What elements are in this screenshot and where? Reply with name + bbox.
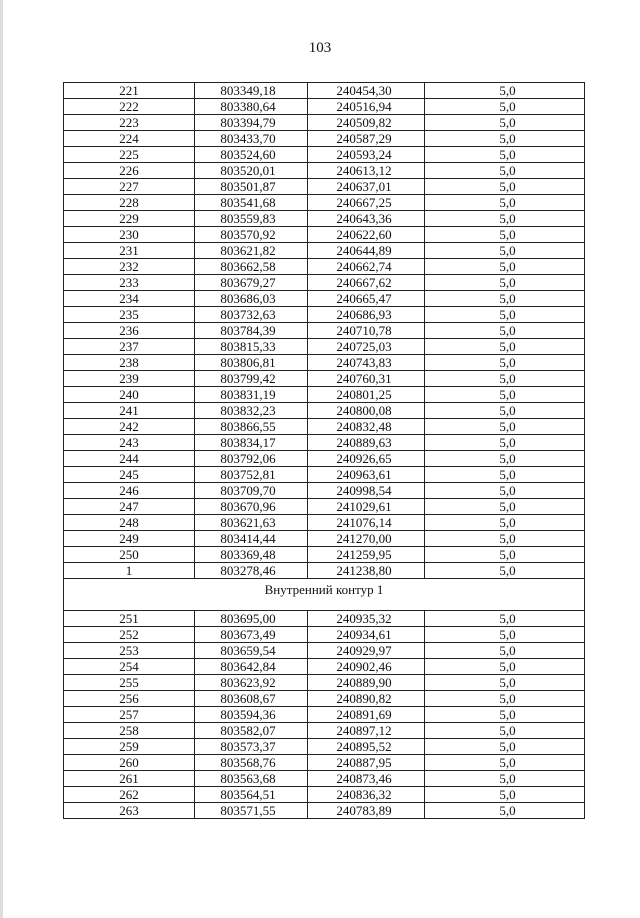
table-row [64,99,585,115]
accuracy-cell: 5,0 [425,627,585,643]
point-number-cell: 246 [64,483,195,499]
y-coordinate-cell: 240836,32 [308,787,425,803]
accuracy-cell: 5,0 [425,419,585,435]
page-number: 103 [308,40,332,56]
x-coordinate-cell: 803686,03 [195,291,308,307]
accuracy-cell: 5,0 [425,803,585,819]
coordinates-table-body [64,83,585,819]
y-coordinate-cell: 240800,08 [308,403,425,419]
accuracy-cell: 5,0 [425,115,585,131]
y-coordinate-cell: 240889,63 [308,435,425,451]
y-coordinate-cell: 240667,62 [308,275,425,291]
accuracy-cell: 5,0 [425,259,585,275]
x-coordinate-cell: 803582,07 [195,723,308,739]
table-row [64,659,585,675]
table-row [64,403,585,419]
accuracy-cell: 5,0 [425,355,585,371]
x-coordinate-cell: 803784,39 [195,323,308,339]
point-number-cell: 237 [64,339,195,355]
table-row [64,627,585,643]
y-coordinate-cell: 240643,36 [308,211,425,227]
point-number-cell: 230 [64,227,195,243]
accuracy-cell: 5,0 [425,563,585,579]
accuracy-cell: 5,0 [425,99,585,115]
x-coordinate-cell: 803520,01 [195,163,308,179]
x-coordinate-cell: 803394,79 [195,115,308,131]
y-coordinate-cell: 240743,83 [308,355,425,371]
point-number-cell: 1 [64,563,195,579]
accuracy-cell: 5,0 [425,163,585,179]
table-row [64,467,585,483]
table-row [64,355,585,371]
accuracy-cell: 5,0 [425,387,585,403]
table-row [64,707,585,723]
point-number-cell: 236 [64,323,195,339]
table-row [64,435,585,451]
accuracy-cell: 5,0 [425,659,585,675]
accuracy-cell: 5,0 [425,131,585,147]
y-coordinate-cell: 241029,61 [308,499,425,515]
accuracy-cell: 5,0 [425,771,585,787]
point-number-cell: 229 [64,211,195,227]
point-number-cell: 255 [64,675,195,691]
point-number-cell: 248 [64,515,195,531]
y-coordinate-cell: 240644,89 [308,243,425,259]
table-row [64,339,585,355]
table-row [64,611,585,627]
accuracy-cell: 5,0 [425,691,585,707]
accuracy-cell: 5,0 [425,499,585,515]
table-row [64,131,585,147]
accuracy-cell: 5,0 [425,371,585,387]
accuracy-cell: 5,0 [425,643,585,659]
scan-edge [0,0,3,918]
x-coordinate-cell: 803621,82 [195,243,308,259]
y-coordinate-cell: 240998,54 [308,483,425,499]
y-coordinate-cell: 240667,25 [308,195,425,211]
table-row [64,163,585,179]
y-coordinate-cell: 240783,89 [308,803,425,819]
y-coordinate-cell: 240686,93 [308,307,425,323]
y-coordinate-cell: 240710,78 [308,323,425,339]
y-coordinate-cell: 240622,60 [308,227,425,243]
point-number-cell: 221 [64,83,195,99]
point-number-cell: 223 [64,115,195,131]
x-coordinate-cell: 803570,92 [195,227,308,243]
y-coordinate-cell: 240587,29 [308,131,425,147]
y-coordinate-cell: 241259,95 [308,547,425,563]
accuracy-cell: 5,0 [425,531,585,547]
point-number-cell: 244 [64,451,195,467]
table-row [64,499,585,515]
accuracy-cell: 5,0 [425,403,585,419]
y-coordinate-cell: 240902,46 [308,659,425,675]
y-coordinate-cell: 240593,24 [308,147,425,163]
table-row [64,211,585,227]
table-row [64,147,585,163]
x-coordinate-cell: 803866,55 [195,419,308,435]
table-row [64,547,585,563]
y-coordinate-cell: 240516,94 [308,99,425,115]
y-coordinate-cell: 240963,61 [308,467,425,483]
table-row [64,771,585,787]
accuracy-cell: 5,0 [425,611,585,627]
point-number-cell: 239 [64,371,195,387]
accuracy-cell: 5,0 [425,515,585,531]
point-number-cell: 226 [64,163,195,179]
table-row [64,195,585,211]
y-coordinate-cell: 240665,47 [308,291,425,307]
accuracy-cell: 5,0 [425,243,585,259]
x-coordinate-cell: 803501,87 [195,179,308,195]
point-number-cell: 247 [64,499,195,515]
table-row [64,451,585,467]
y-coordinate-cell: 240929,97 [308,643,425,659]
table-row [64,291,585,307]
accuracy-cell: 5,0 [425,291,585,307]
accuracy-cell: 5,0 [425,755,585,771]
point-number-cell: 251 [64,611,195,627]
x-coordinate-cell: 803349,18 [195,83,308,99]
section-header-row [64,579,585,611]
table-row [64,371,585,387]
point-number-cell: 250 [64,547,195,563]
point-number-cell: 257 [64,707,195,723]
point-number-cell: 260 [64,755,195,771]
table-row [64,739,585,755]
x-coordinate-cell: 803524,60 [195,147,308,163]
x-coordinate-cell: 803709,70 [195,483,308,499]
table-row [64,531,585,547]
point-number-cell: 227 [64,179,195,195]
accuracy-cell: 5,0 [425,787,585,803]
x-coordinate-cell: 803559,83 [195,211,308,227]
point-number-cell: 253 [64,643,195,659]
x-coordinate-cell: 803752,81 [195,467,308,483]
x-coordinate-cell: 803831,19 [195,387,308,403]
table-row [64,307,585,323]
x-coordinate-cell: 803541,68 [195,195,308,211]
y-coordinate-cell: 240891,69 [308,707,425,723]
x-coordinate-cell: 803573,37 [195,739,308,755]
point-number-cell: 249 [64,531,195,547]
coordinates-table [63,82,585,819]
point-number-cell: 258 [64,723,195,739]
point-number-cell: 231 [64,243,195,259]
y-coordinate-cell: 240509,82 [308,115,425,131]
table-row [64,179,585,195]
x-coordinate-cell: 803621,63 [195,515,308,531]
y-coordinate-cell: 240890,82 [308,691,425,707]
x-coordinate-cell: 803732,63 [195,307,308,323]
y-coordinate-cell: 240889,90 [308,675,425,691]
point-number-cell: 224 [64,131,195,147]
x-coordinate-cell: 803623,92 [195,675,308,691]
table-row [64,387,585,403]
point-number-cell: 228 [64,195,195,211]
x-coordinate-cell: 803695,00 [195,611,308,627]
table-row [64,755,585,771]
table-row [64,803,585,819]
point-number-cell: 225 [64,147,195,163]
x-coordinate-cell: 803594,36 [195,707,308,723]
y-coordinate-cell: 240662,74 [308,259,425,275]
y-coordinate-cell: 240637,01 [308,179,425,195]
point-number-cell: 232 [64,259,195,275]
accuracy-cell: 5,0 [425,83,585,99]
y-coordinate-cell: 241076,14 [308,515,425,531]
point-number-cell: 262 [64,787,195,803]
accuracy-cell: 5,0 [425,723,585,739]
x-coordinate-cell: 803563,68 [195,771,308,787]
x-coordinate-cell: 803564,51 [195,787,308,803]
y-coordinate-cell: 240873,46 [308,771,425,787]
table-row [64,691,585,707]
y-coordinate-cell: 240934,61 [308,627,425,643]
x-coordinate-cell: 803834,17 [195,435,308,451]
x-coordinate-cell: 803792,06 [195,451,308,467]
table-row [64,563,585,579]
point-number-cell: 234 [64,291,195,307]
point-number-cell: 233 [64,275,195,291]
x-coordinate-cell: 803662,58 [195,259,308,275]
point-number-cell: 243 [64,435,195,451]
y-coordinate-cell: 240725,03 [308,339,425,355]
x-coordinate-cell: 803642,84 [195,659,308,675]
accuracy-cell: 5,0 [425,739,585,755]
accuracy-cell: 5,0 [425,675,585,691]
accuracy-cell: 5,0 [425,211,585,227]
y-coordinate-cell: 240935,32 [308,611,425,627]
table-row [64,259,585,275]
table-row [64,483,585,499]
accuracy-cell: 5,0 [425,483,585,499]
accuracy-cell: 5,0 [425,275,585,291]
accuracy-cell: 5,0 [425,467,585,483]
accuracy-cell: 5,0 [425,307,585,323]
point-number-cell: 235 [64,307,195,323]
point-number-cell: 245 [64,467,195,483]
table-row [64,643,585,659]
table-row [64,83,585,99]
point-number-cell: 222 [64,99,195,115]
accuracy-cell: 5,0 [425,435,585,451]
x-coordinate-cell: 803806,81 [195,355,308,371]
x-coordinate-cell: 803568,76 [195,755,308,771]
point-number-cell: 252 [64,627,195,643]
y-coordinate-cell: 240454,30 [308,83,425,99]
point-number-cell: 256 [64,691,195,707]
x-coordinate-cell: 803608,67 [195,691,308,707]
table-row [64,227,585,243]
x-coordinate-cell: 803433,70 [195,131,308,147]
table-row [64,787,585,803]
y-coordinate-cell: 241270,00 [308,531,425,547]
y-coordinate-cell: 241238,80 [308,563,425,579]
x-coordinate-cell: 803369,48 [195,547,308,563]
x-coordinate-cell: 803673,49 [195,627,308,643]
accuracy-cell: 5,0 [425,179,585,195]
section-title: Внутренний контур 1 [64,579,585,611]
point-number-cell: 242 [64,419,195,435]
point-number-cell: 261 [64,771,195,787]
x-coordinate-cell: 803799,42 [195,371,308,387]
table-row [64,115,585,131]
y-coordinate-cell: 240832,48 [308,419,425,435]
accuracy-cell: 5,0 [425,323,585,339]
point-number-cell: 238 [64,355,195,371]
x-coordinate-cell: 803380,64 [195,99,308,115]
table-row [64,675,585,691]
accuracy-cell: 5,0 [425,227,585,243]
accuracy-cell: 5,0 [425,547,585,563]
point-number-cell: 240 [64,387,195,403]
table-row [64,419,585,435]
table-row [64,515,585,531]
table-row [64,275,585,291]
y-coordinate-cell: 240926,65 [308,451,425,467]
point-number-cell: 263 [64,803,195,819]
point-number-cell: 259 [64,739,195,755]
table-row [64,723,585,739]
x-coordinate-cell: 803278,46 [195,563,308,579]
accuracy-cell: 5,0 [425,707,585,723]
x-coordinate-cell: 803815,33 [195,339,308,355]
x-coordinate-cell: 803670,96 [195,499,308,515]
x-coordinate-cell: 803571,55 [195,803,308,819]
y-coordinate-cell: 240895,52 [308,739,425,755]
accuracy-cell: 5,0 [425,451,585,467]
x-coordinate-cell: 803414,44 [195,531,308,547]
y-coordinate-cell: 240897,12 [308,723,425,739]
x-coordinate-cell: 803832,23 [195,403,308,419]
accuracy-cell: 5,0 [425,195,585,211]
point-number-cell: 241 [64,403,195,419]
x-coordinate-cell: 803679,27 [195,275,308,291]
y-coordinate-cell: 240887,95 [308,755,425,771]
y-coordinate-cell: 240801,25 [308,387,425,403]
x-coordinate-cell: 803659,54 [195,643,308,659]
table-row [64,323,585,339]
y-coordinate-cell: 240760,31 [308,371,425,387]
accuracy-cell: 5,0 [425,147,585,163]
table-row [64,243,585,259]
accuracy-cell: 5,0 [425,339,585,355]
y-coordinate-cell: 240613,12 [308,163,425,179]
point-number-cell: 254 [64,659,195,675]
